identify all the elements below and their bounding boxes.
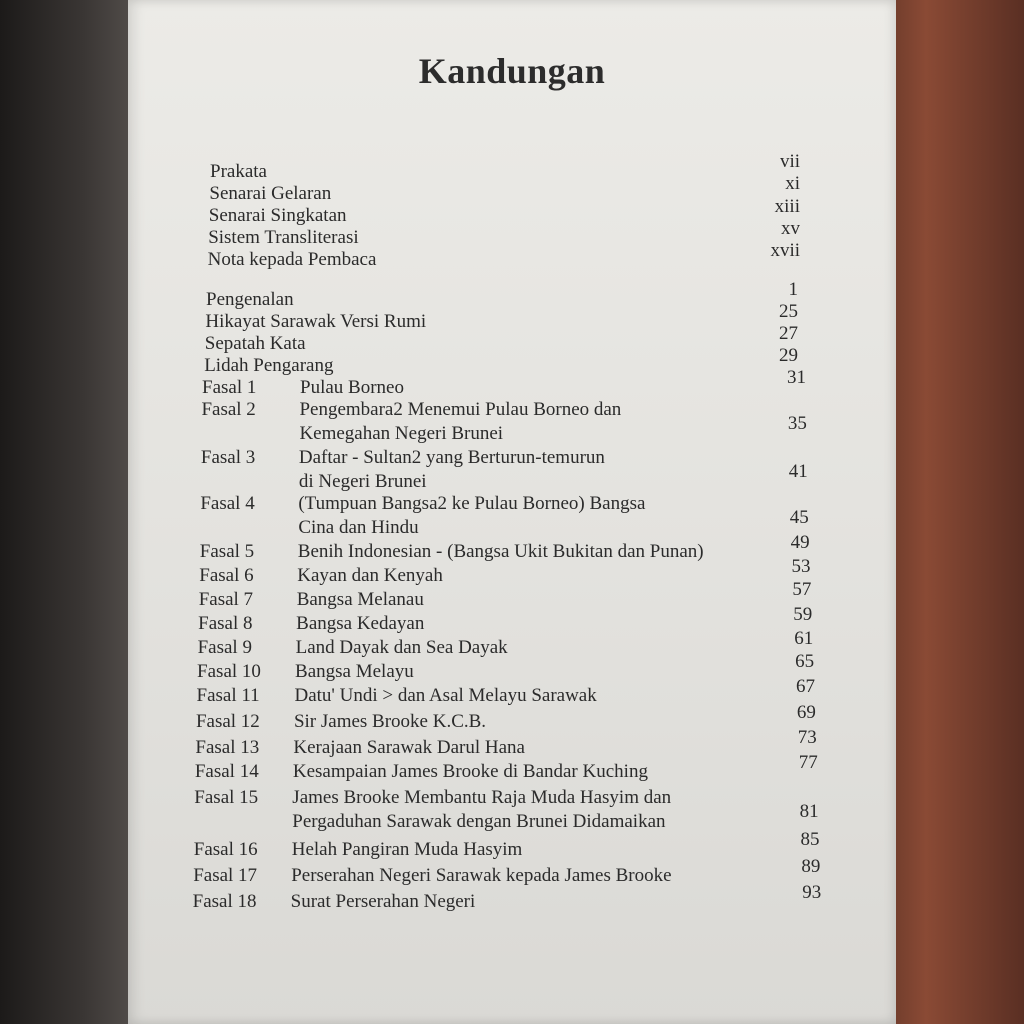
intro-page: 1 — [788, 279, 798, 300]
chapter-row — [128, 492, 896, 538]
chapter-page: 81 — [799, 801, 819, 822]
intro-label: Sepatah Kata — [204, 333, 306, 354]
front-matter-page: xiii — [774, 195, 800, 217]
chapter-page: 67 — [796, 676, 815, 697]
chapter-page: 59 — [793, 604, 813, 625]
chapter-number: Fasal 4 — [200, 493, 255, 514]
chapter-number: Fasal 1 — [202, 377, 257, 398]
chapter-title: Bangsa Kedayan — [296, 613, 425, 634]
chapter-title: Helah Pangiran Muda Hasyim — [291, 839, 523, 860]
chapter-page: 89 — [801, 856, 821, 877]
chapter-number: Fasal 3 — [200, 447, 256, 468]
background-right — [884, 0, 1024, 1024]
chapter-number: Fasal 6 — [199, 565, 254, 586]
intro-label: Hikayat Sarawak Versi Rumi — [205, 311, 427, 332]
chapter-page: 65 — [795, 651, 815, 672]
chapter-number: Fasal 2 — [201, 399, 256, 420]
chapter-row — [128, 398, 896, 444]
chapter-page: 31 — [787, 367, 806, 388]
front-matter-label: Sistem Transliterasi — [208, 227, 359, 248]
chapter-title: Pulau Borneo — [300, 377, 404, 398]
chapter-page: 61 — [794, 628, 814, 649]
chapter-row — [128, 882, 896, 914]
front-matter-label: Nota kepada Pembaca — [207, 249, 377, 270]
chapter-number: Fasal 5 — [199, 541, 255, 562]
intro-label: Lidah Pengarang — [204, 355, 334, 376]
chapter-title: James Brooke Membantu Raja Muda Hasyim dan — [292, 787, 672, 808]
chapter-title: Bangsa Melayu — [295, 661, 414, 682]
chapter-page: 35 — [787, 413, 807, 434]
chapter-title: Kerajaan Sarawak Darul Hana — [293, 737, 525, 758]
chapter-page: 85 — [800, 829, 820, 850]
front-matter-page: xv — [781, 217, 800, 239]
intro-label: Pengenalan — [206, 289, 294, 310]
background-left — [0, 0, 140, 1024]
front-matter-label: Prakata — [210, 161, 267, 182]
chapter-title: Perserahan Negeri Sarawak kepada James Brooke — [291, 865, 672, 886]
chapter-number: Fasal 18 — [192, 891, 257, 912]
chapter-row — [128, 446, 896, 492]
chapter-title: Bangsa Melanau — [296, 589, 424, 610]
chapter-title: Sir James Brooke K.C.B. — [293, 711, 487, 732]
chapter-number: Fasal 15 — [194, 787, 259, 808]
chapter-number: Fasal 13 — [195, 737, 260, 758]
chapter-page: 57 — [792, 579, 812, 600]
chapter-title: (Tumpuan Bangsa2 ke Pulau Borneo) Bangsa — [298, 493, 646, 514]
front-matter-page: xvii — [770, 240, 800, 262]
chapter-title-continued: Cina dan Hindu — [298, 517, 419, 538]
chapter-number: Fasal 17 — [193, 865, 258, 886]
chapter-title: Benih Indonesian - (Bangsa Ukit Bukitan dan Punan) — [297, 541, 704, 562]
chapter-title: Kesampaian James Brooke di Bandar Kuching — [292, 761, 648, 782]
front-matter-page: xi — [785, 173, 800, 195]
chapter-title: Land Dayak dan Sea Dayak — [295, 637, 508, 658]
front-matter-label: Senarai Singkatan — [208, 205, 347, 226]
chapter-page: 49 — [790, 532, 810, 553]
chapter-row — [128, 367, 896, 400]
chapter-page: 93 — [802, 882, 822, 903]
chapter-page: 69 — [796, 702, 816, 723]
chapter-number: Fasal 12 — [195, 711, 260, 732]
front-matter-page: vii — [779, 151, 800, 172]
chapter-number: Fasal 10 — [197, 661, 261, 682]
chapter-title: Daftar - Sultan2 yang Berturun-temurun — [298, 447, 605, 468]
front-matter-label: Senarai Gelaran — [209, 183, 332, 204]
chapter-number: Fasal 16 — [193, 839, 258, 860]
chapter-number: Fasal 7 — [198, 589, 254, 610]
chapter-title-continued: Pergaduhan Sarawak dengan Brunei Didamaikan — [292, 811, 666, 832]
chapter-title: Kayan dan Kenyah — [297, 565, 443, 586]
chapter-title-continued: di Negeri Brunei — [298, 471, 427, 492]
chapter-title-continued: Kemegahan Negeri Brunei — [299, 423, 504, 444]
chapter-number: Fasal 14 — [194, 761, 259, 782]
chapter-row — [128, 786, 896, 832]
chapter-title: Surat Perserahan Negeri — [290, 891, 476, 912]
chapter-number: Fasal 9 — [197, 637, 252, 658]
chapter-page: 45 — [789, 507, 809, 528]
page-title: Kandungan — [418, 51, 606, 91]
chapter-page: 73 — [797, 727, 817, 748]
intro-page: 29 — [779, 345, 798, 366]
book-page — [128, 0, 896, 1024]
chapter-title: Datu' Undi ˃ dan Asal Melayu Sarawak — [294, 685, 597, 706]
chapter-title: Pengembara2 Menemui Pulau Borneo dan — [299, 399, 622, 420]
intro-page: 25 — [779, 301, 798, 322]
front-matter-row — [128, 240, 896, 270]
chapter-row — [128, 752, 896, 784]
intro-page: 27 — [779, 323, 798, 344]
chapter-number: Fasal 8 — [198, 613, 253, 634]
chapter-page: 41 — [788, 461, 808, 482]
chapter-number: Fasal 11 — [196, 685, 260, 706]
chapter-page: 77 — [798, 752, 818, 773]
chapter-page: 53 — [791, 556, 811, 577]
